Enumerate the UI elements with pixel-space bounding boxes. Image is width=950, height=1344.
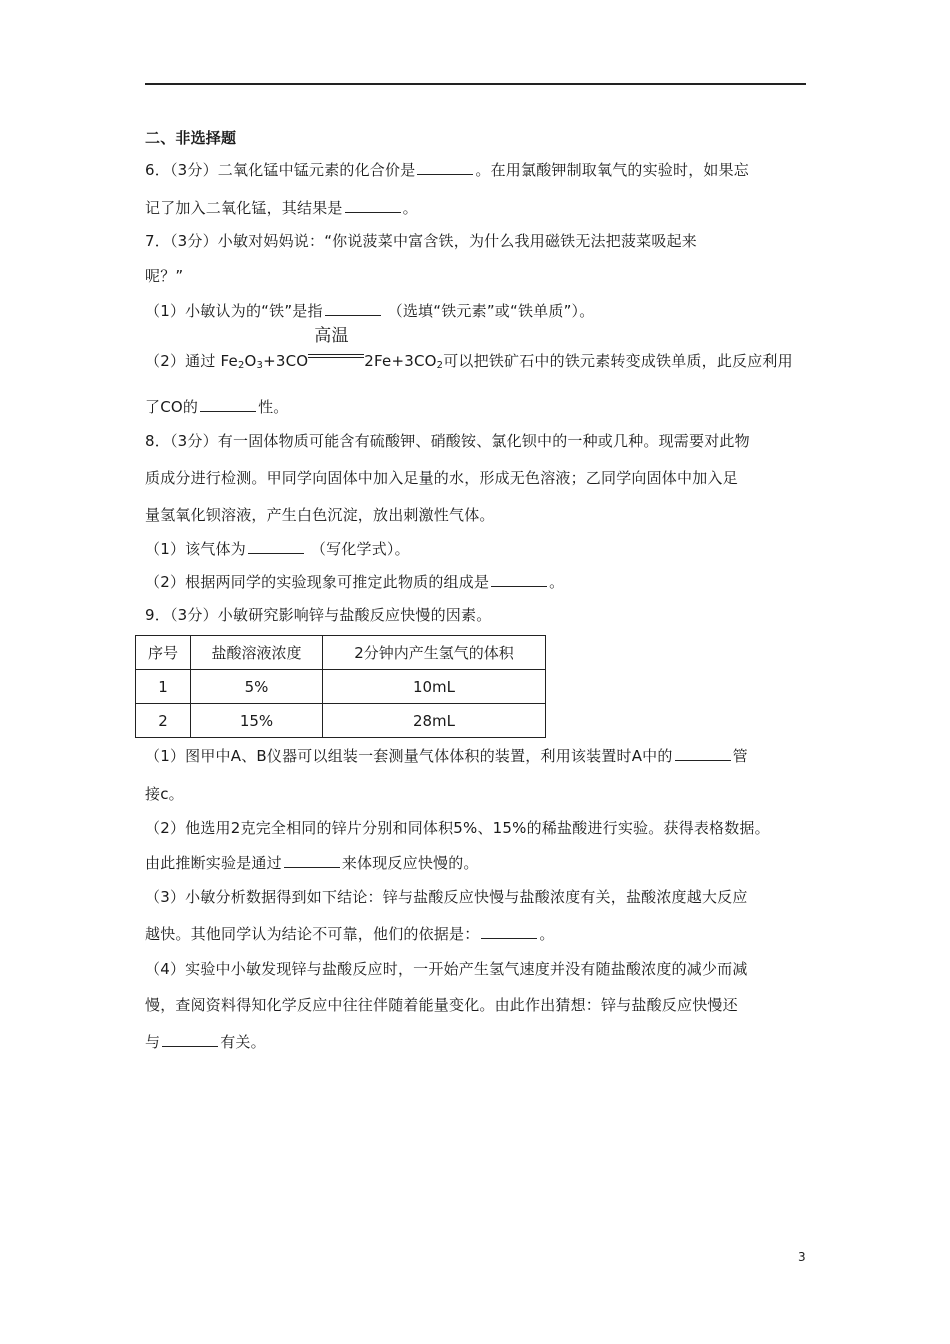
subscript: 2 [237,360,245,371]
q7-line1: 7．（3分）小敏对妈妈说：“你说菠菜中富含铁，为什么我用磁铁无法把菠菜吸起来 [145,232,697,250]
table-cell: 5% [191,670,323,704]
q6-text: 。 [402,199,418,217]
q9-text: 有关。 [220,1033,266,1051]
q9-sub2-line1: （2）他选用2克完全相同的锌片分别和同体积5%、15%的稀盐酸进行实验。获得表格数据。 [145,819,770,837]
q8-text: （1）该气体为 [145,540,246,558]
data-table [135,635,546,738]
table-cell: 28mL [323,704,546,738]
table-header-cell: 序号 [136,636,191,670]
q9-sub4-line2: 慢，查阅资料得知化学反应中往往伴随着能量变化。由此作出猜想：锌与盐酸反应快慢还 [145,996,738,1014]
subscript: 2 [436,360,444,371]
q6-line1 [145,160,810,180]
q9-sub4-line3 [145,1032,810,1052]
q6-text: 6．（3分）二氧化锰中锰元素的化合价是 [145,161,416,179]
equation-text: O [244,352,257,370]
q8-text: 。 [549,573,565,591]
q7-sub2 [145,326,810,371]
q8-sub1 [145,539,810,559]
q8-sub2 [145,572,810,592]
q9-text: 。 [539,925,555,943]
q9-text: 与 [145,1033,161,1051]
q7-text: 了CO的 [145,398,199,416]
answer-blank [248,539,304,554]
q8-text: （写化学式）。 [305,540,410,558]
q9-text: 由此推断实验是通过 [145,854,282,872]
q9-text: 管 [732,747,748,765]
q6-text: 记了加入二氧化锰，其结果是 [145,199,343,217]
reaction-condition: 高温 [314,326,349,346]
q9-text: 越快。其他同学认为结论不可靠，他们的依据是： [145,925,480,943]
answer-blank [200,397,256,412]
q7-sub2-line2 [145,397,810,417]
q6-line2 [145,198,810,218]
answer-blank [491,572,547,587]
q9-text: （1）图甲中A、B仪器可以组装一套测量气体体积的装置，利用该装置时A中的 [145,747,673,765]
q7-text: 性。 [258,398,289,416]
table-cell: 15% [191,704,323,738]
table-header-row [136,636,546,670]
q8-text: （2）根据两同学的实验现象可推定此物质的组成是 [145,573,490,591]
table-cell: 2 [136,704,191,738]
q9-sub4-line1: （4）实验中小敏发现锌与盐酸反应时，一开始产生氢气速度并没有随盐酸浓度的减少而减 [145,960,748,978]
q9-sub1 [145,746,810,766]
q8-line2: 质成分进行检测。甲同学向固体中加入足量的水，形成无色溶液；乙同学向固体中加入足 [145,469,738,487]
q7-sub1-text: （1）小敏认为的“铁”是指 [145,302,323,320]
answer-blank [675,746,731,761]
q8-line1: 8．（3分）有一固体物质可能含有硫酸钾、硝酸铵、氯化钡中的一种或几种。现需要对此物 [145,432,750,450]
answer-blank [481,924,537,939]
q8-line3: 量氢氧化钡溶液，产生白色沉淀，放出刺激性气体。 [145,506,495,524]
q9-sub3-line1: （3）小敏分析数据得到如下结论：锌与盐酸反应快慢与盐酸浓度有关，盐酸浓度越大反应 [145,888,748,906]
subscript: 3 [256,360,264,371]
answer-blank [284,853,340,868]
equation-text: +3CO [263,352,309,370]
q9-sub3-line2 [145,924,810,944]
equation-text: （2）通过 Fe [145,352,238,370]
table-header-cell: 2分钟内产生氢气的体积 [323,636,546,670]
table-row [136,670,546,704]
equation-text: 2Fe+3CO [364,352,437,370]
answer-blank [162,1032,218,1047]
q9-line1: 9．（3分）小敏研究影响锌与盐酸反应快慢的因素。 [145,606,492,624]
table-row [136,704,546,738]
q7-sub1 [145,301,810,321]
answer-blank [417,160,473,175]
table-cell: 10mL [323,670,546,704]
table-cell: 1 [136,670,191,704]
table-header-cell: 盐酸溶液浓度 [191,636,323,670]
answer-blank [345,198,401,213]
page-number: 3 [798,1250,806,1264]
q9-sub2-line2 [145,853,810,873]
answer-blank [325,301,381,316]
q9-sub1-line2: 接c。 [145,785,184,803]
q9-text: 来体现反应快慢的。 [341,854,479,872]
q7-sub1-text: （选填“铁元素”或“铁单质”）。 [382,302,595,320]
equation-text: 可以把铁矿石中的铁元素转变成铁单质，此反应利用 [443,352,793,370]
section-title: 二、非选择题 [145,129,237,147]
reaction-arrow [308,326,364,366]
q7-line2: 呢？” [145,267,184,285]
header-rule [145,83,806,85]
q6-text: 。在用氯酸钾制取氧气的实验时，如果忘 [475,161,749,179]
